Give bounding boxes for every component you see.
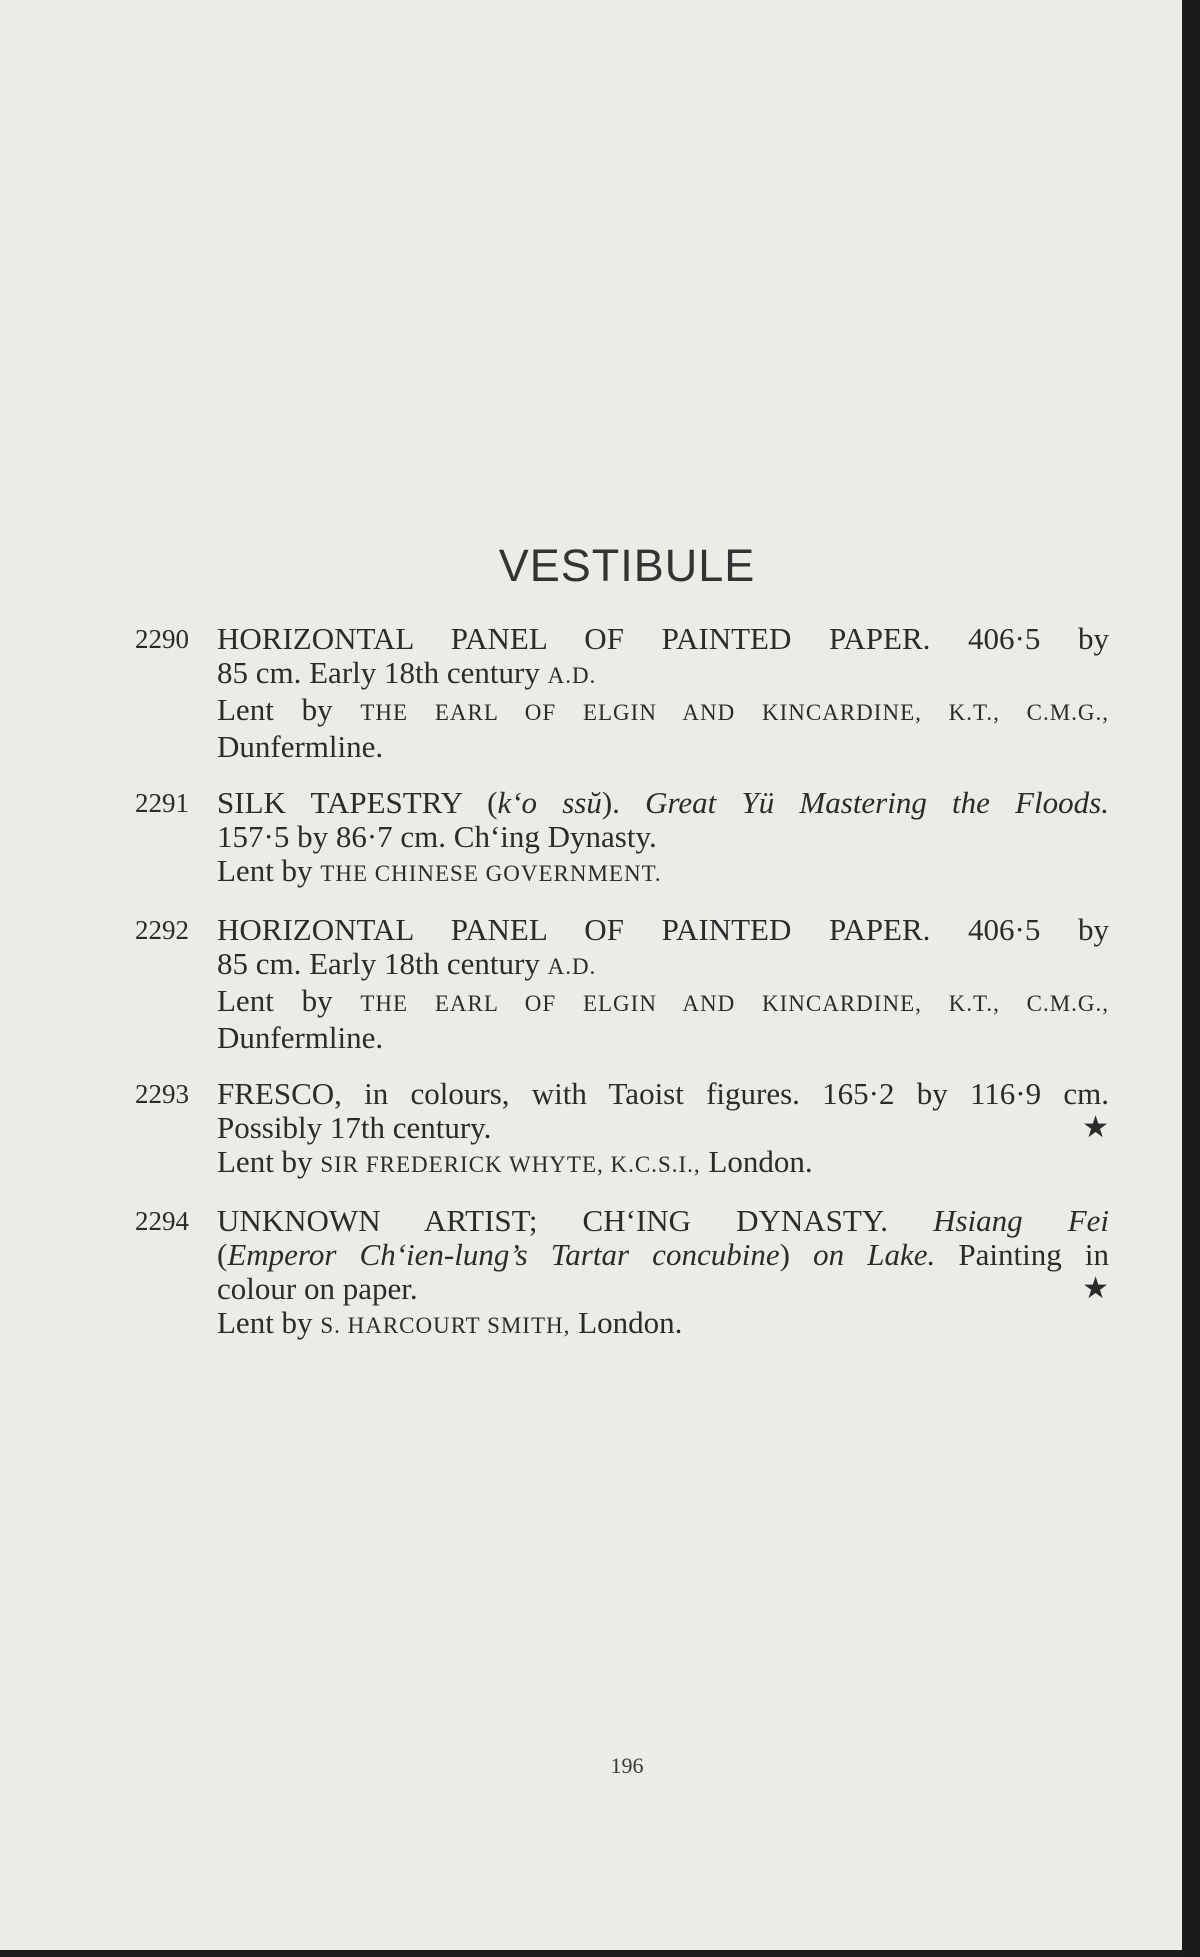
lender-name: THE CHINESE GOVERNMENT. [320,861,662,886]
entry-italic-text: k‘o ssŭ [497,785,602,820]
entry-lender-line [217,1306,1109,1343]
page-title: VESTIBULE [498,540,756,591]
entry-line [217,1111,1109,1145]
entry-era: A.D. [547,954,597,979]
entry-line: HORIZONTAL PANEL OF PAINTED PAPER. 406·5 by [217,621,1109,656]
catalogue-entry [135,1077,1109,1182]
entry-line [217,1238,1109,1272]
lender-name: S. HARCOURT SMITH, [320,1313,571,1338]
entry-lender-line [217,984,1109,1021]
entry-title-italic: Hsiang Fei [933,1203,1110,1238]
entry-line [217,1204,1109,1238]
star-icon: ★ [1082,1272,1109,1305]
lent-by-label: Lent by [217,853,321,888]
catalogue-entry [135,913,1109,1055]
entry-line [217,656,1109,693]
entry-text: 85 cm. Early 18th century [217,655,548,690]
lent-by-label: Lent by [217,1305,321,1340]
entry-text: ( [217,1237,228,1272]
lender-name: THE EARL OF ELGIN AND KINCARDINE, K.T., C.M.G., [360,700,1109,725]
catalogue-entry [135,786,1109,891]
entry-era: A.D. [547,663,597,688]
entry-number: 2290 [135,624,189,654]
entry-title-italic: Emperor Ch‘ien-lung’s Tartar concubine [227,1237,780,1272]
lender-location: Dunfermline. [217,729,384,764]
entry-text: UNKNOWN ARTIST; CH‘ING DYNASTY. [217,1203,934,1238]
page-number: 196 [610,1753,644,1778]
entry-number: 2292 [135,915,189,945]
entry-list [135,622,1109,1365]
entry-number: 2291 [135,788,189,818]
entry-title-italic: on Lake. [813,1237,936,1272]
book-spine-edge [1182,0,1200,1957]
entry-lender-line [217,854,1109,891]
lender-name: SIR FREDERICK WHYTE, K.C.S.I., [320,1152,701,1177]
entry-text: Possibly 17th century. [217,1110,492,1145]
entry-title-italic: Great Yü Mastering the Floods. [645,785,1109,820]
entry-text: colour on paper. [217,1271,418,1306]
star-icon: ★ [1082,1111,1109,1144]
lender-location: London. [570,1305,683,1340]
entry-text: Painting in [935,1237,1109,1272]
entry-number: 2293 [135,1079,189,1109]
entry-text: ) [779,1237,814,1272]
entry-lender-line [217,1145,1109,1182]
entry-line: 157·5 by 86·7 cm. Ch‘ing Dynasty. [217,819,657,854]
entry-line [217,947,1109,984]
lent-by-label: Lent by [217,983,361,1018]
lender-location: Dunfermline. [217,1020,384,1055]
lender-name: THE EARL OF ELGIN AND KINCARDINE, K.T., C.M.G., [360,991,1109,1016]
catalogue-entry [135,622,1109,764]
entry-line: HORIZONTAL PANEL OF PAINTED PAPER. 406·5 by [217,912,1109,947]
entry-lender-line [217,693,1109,730]
entry-line [217,1272,1109,1306]
lent-by-label: Lent by [217,1144,321,1179]
entry-text: 85 cm. Early 18th century [217,946,548,981]
entry-line: FRESCO, in colours, with Taoist figures. 165·2 by 116·9 cm. [217,1076,1109,1111]
catalogue-entry [135,1204,1109,1343]
lent-by-label: Lent by [217,692,361,727]
entry-line [217,786,1109,820]
entry-text: SILK TAPESTRY ( [217,785,498,820]
entry-number: 2294 [135,1206,189,1236]
lender-location: London. [700,1144,813,1179]
entry-text: ). [601,785,646,820]
